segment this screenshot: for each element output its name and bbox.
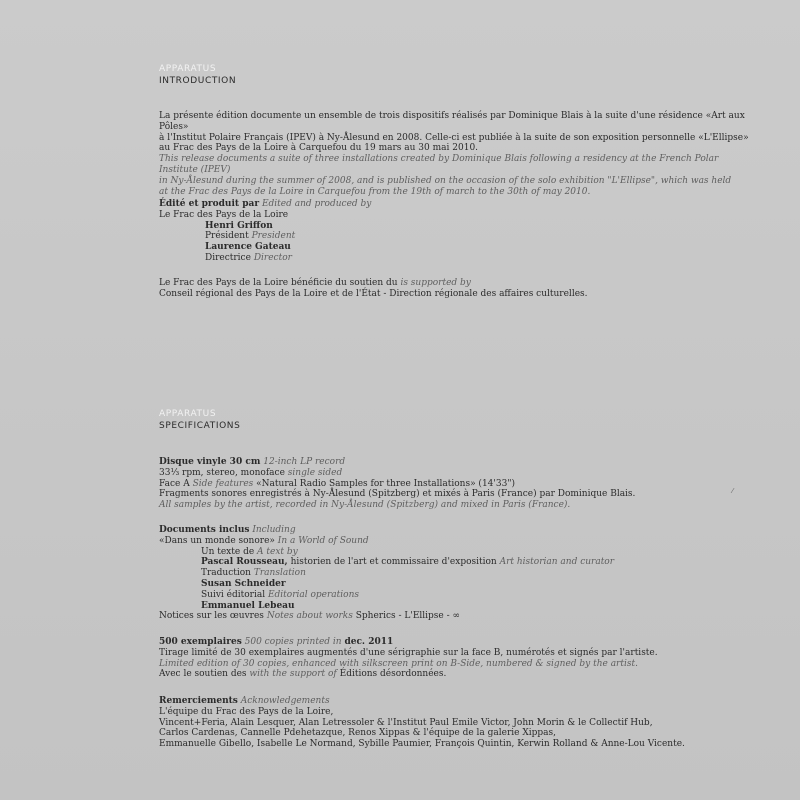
copies-en: 500 copies printed in [244,637,342,647]
specs-kicker-bottom: SPECIFICATIONS [159,421,241,431]
intro-fr-line: La présente édition documente un ensemble de trois dispositifs réalisés par Dominique Blais à la suite d'une résidence «Art aux Pôles» [159,111,745,132]
text-by-fr: Un texte de [201,546,255,557]
disc-fr: Disque vinyle 30 cm [159,457,261,467]
thanks-item: Vincent+Feria, Alain Lesquer, Alan Letressoler & l'Institut Paul Emile Victor, John Morin & le Collectif Hub, [159,717,653,728]
person2-name: Laurence Gateau [205,242,291,253]
person1-role-fr: Président [205,231,249,242]
intro-kicker-top: APPARATUS [159,64,217,74]
notices-en: Notes about works [266,611,353,622]
limited-en: Limited edition of 30 copies, enhanced with silkscreen print on B-Side, numbered & signed by the artist. [159,658,638,669]
author-line [159,557,759,568]
rpm-line [159,468,759,479]
thanks-fr: Remerciements [159,696,238,706]
translation-en: Translation [253,568,306,579]
support-en: is supported by [400,278,471,288]
with-support-line [159,669,759,680]
editor-name: Emmanuel Lebeau [201,600,295,611]
support-fr: Le Frac des Pays de la Loire bénéficie du soutien du [159,278,398,288]
fragments-fr: Fragments sonores enregistrés à Ny-Ålesund (Spitzberg) et mixés à Paris (France) par Dominique Blais. [159,489,636,500]
docs-line [159,525,759,536]
face-en: Side features [192,478,254,489]
face-title: «Natural Radio Samples for three Installations» (14'33") [256,478,515,489]
face-a: Face A [159,478,190,489]
notices-fr: Notices sur les œuvres [159,611,264,622]
intro-fr-line: à l'Institut Polaire Français (IPEV) à Ny-Ålesund en 2008. Celle-ci est publiée à la suite de son exposition personnelle «L'Ellipse» [159,132,749,143]
specs-heading [159,408,759,432]
editorial-fr: Suivi éditorial [201,589,266,600]
translator-name: Susan Schneider [201,578,286,589]
editorial-line [159,590,759,601]
support-block [159,278,759,300]
notices-works: Spherics - L'Ellipse - ∞ [355,611,461,622]
rpm-fr: 33⅓ rpm, stereo, monoface [159,467,285,478]
intro-en-line: in Ny-Ålesund during the summer of 2008, and is published on the occasion of the solo exhibition "L'Ellipse", which was held [159,175,732,186]
author-name: Pascal Rousseau, [201,557,288,568]
notices-line [159,611,759,622]
docs-fr: Documents inclus [159,525,250,535]
intro-en-line: at the Frac des Pays de la Loire in Carquefou from the 19th of march to the 30th of may 2010. [159,186,591,197]
rpm-en: single sided [287,467,343,478]
thanks-item: L'équipe du Frac des Pays de la Loire, [159,706,334,717]
translation-line [159,568,759,579]
person1-name: Henri Griffon [205,220,273,231]
doc-title-line [159,536,759,547]
with-support-fr: Avec le soutien des [159,669,247,680]
disc-en: 12-inch LP record [263,457,346,467]
doc-title-en: In a World of Sound [277,535,369,546]
intro-body [159,111,759,197]
disc-block [159,457,759,511]
person1-role [159,231,759,242]
doc-title-fr: «Dans un monde sonore» [159,535,275,546]
text-by-en: A text by [257,546,298,557]
copies-line [159,637,759,648]
copies-fr: 500 exemplaires [159,637,242,647]
text-by-line [159,547,759,558]
edited-fr: Édité et produit par [159,199,260,209]
thanks-line [159,696,759,707]
person2-role-en: Director [253,252,292,263]
edited-en: Edited and produced by [261,199,372,209]
documents-block [159,525,759,622]
specs-kicker-top: APPARATUS [159,409,217,419]
acknowledgements-block [159,696,759,750]
edition-block [159,637,759,680]
with-support-en: with the support of [249,669,337,680]
disc-line [159,457,759,468]
person2-role-fr: Directrice [205,252,251,263]
credits-block [159,199,759,264]
thanks-en: Acknowledgements [240,696,330,706]
face-line [159,479,759,490]
translation-fr: Traduction [201,568,251,579]
support-body: Conseil régional des Pays de la Loire et de l'État - Direction régionale des affaires culturelles. [159,288,588,299]
fragments-en: All samples by the artist, recorded in Ny-Ålesund (Spitzberg) and mixed in Paris (France). [159,500,571,511]
limited-fr: Tirage limité de 30 exemplaires augmentés d'une sérigraphie sur la face B, numérotés et signés par l'artiste. [159,647,658,658]
author-role-fr: historien de l'art et commissaire d'exposition [290,557,497,568]
author-role-en: Art historian and curator [499,557,615,568]
copies-date: dec. 2011 [344,637,394,647]
thanks-item: Carlos Cardenas, Cannelle Pdehetazque, Renos Xippas & l'équipe de la galerie Xippas, [159,728,556,739]
with-support-name: Éditions désordonnées. [339,669,447,680]
person1-role-en: President [251,231,296,242]
support-line [159,278,759,289]
intro-en-line: This release documents a suite of three installations created by Dominique Blais following a residency at the French Polar Institute (IPEV) [159,154,719,175]
editorial-en: Editorial operations [267,589,360,600]
person2-role [159,253,759,264]
edited-line [159,199,759,210]
intro-fr-line: au Frac des Pays de la Loire à Carquefou du 19 mars au 30 mai 2010. [159,143,479,154]
intro-heading [159,63,759,87]
specifications-section [159,408,759,432]
publisher: Le Frac des Pays de la Loire [159,209,289,220]
introduction-section [159,63,759,87]
docs-en: Including [252,525,296,535]
thanks-item: Emmanuelle Gibello, Isabelle Le Normand, Sybille Paumier, François Quintin, Kerwin Rolland & Anne-Lou Vicente. [159,739,685,750]
intro-kicker-bottom: INTRODUCTION [159,76,237,86]
scan-speck-icon: ⁄ [732,487,734,495]
